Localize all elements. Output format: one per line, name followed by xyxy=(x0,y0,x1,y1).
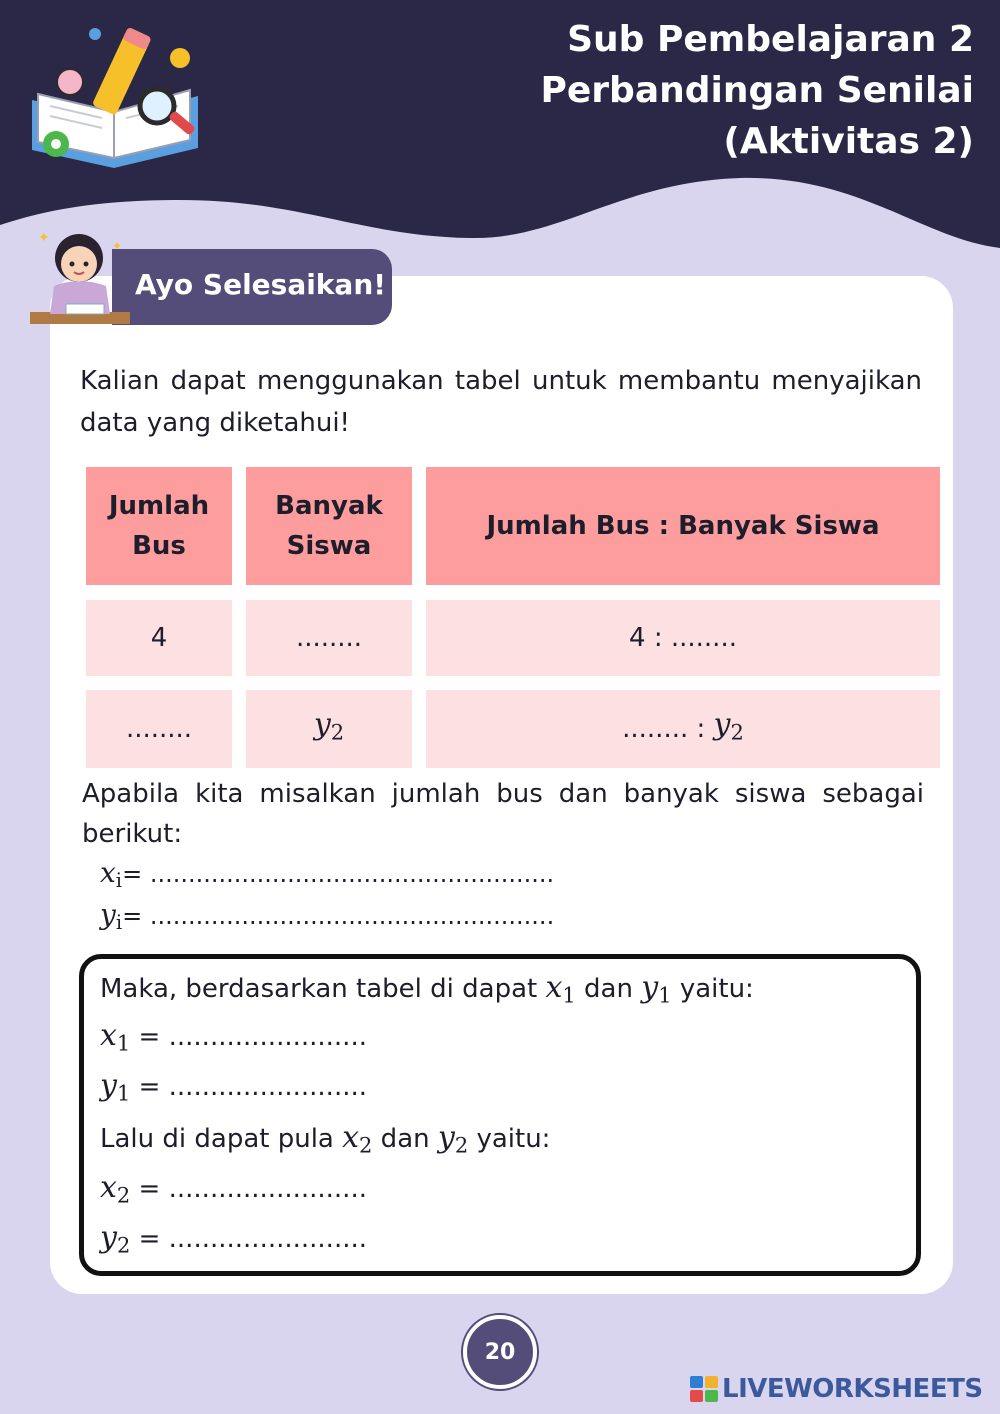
table-header-jumlah-bus: Jumlah Bus xyxy=(86,467,232,585)
liveworksheets-brand xyxy=(690,1374,983,1404)
x1-label: $x_1$ xyxy=(100,1018,131,1056)
row2-ratio-blank[interactable]: ........ : xyxy=(622,714,714,744)
liveworksheets-logo-icon xyxy=(690,1376,718,1402)
y1-symbol: $y_1$ xyxy=(641,970,672,1008)
y2-answer-blank[interactable]: ........................ xyxy=(168,1224,368,1254)
table-header-banyak-siswa: Banyak Siswa xyxy=(246,467,412,585)
row1-ratio-left: 4 : xyxy=(629,623,671,653)
yi-answer-blank[interactable]: ..................................................... xyxy=(149,902,555,930)
title-line-2: Perbandingan Senilai xyxy=(540,70,974,111)
xi-variable: $x_i$ xyxy=(100,856,123,892)
box-line-2: Lalu di dapat pula $x_2$ dan $y_2$ yaitu: xyxy=(100,1120,551,1158)
studying-girl-illustration xyxy=(24,220,134,332)
svg-text:✦: ✦ xyxy=(112,239,123,253)
x2-label: $x_2$ xyxy=(100,1170,131,1208)
x2-line: $x_2$ = ........................ xyxy=(100,1170,367,1208)
yi-variable: $y_i$ xyxy=(100,898,123,934)
row1-siswa-blank[interactable]: ........ xyxy=(246,600,412,676)
box-line-1: Maka, berdasarkan tabel di dapat $x_1$ dan $y_1$ yaitu: xyxy=(100,970,754,1008)
y2-line: $y_2$ = ........................ xyxy=(100,1220,368,1258)
xi-line: $x_i=$ ..................................................... xyxy=(100,856,555,892)
row2-bus-blank[interactable]: ........ xyxy=(86,690,232,768)
table-header-ratio: Jumlah Bus : Banyak Siswa xyxy=(426,467,940,585)
row2-siswa-var: $y_2$ xyxy=(313,707,345,745)
x1-symbol: $x_1$ xyxy=(545,970,576,1008)
svg-text:✦: ✦ xyxy=(38,230,50,246)
y2-label: $y_2$ xyxy=(100,1220,131,1258)
row1-bus-cell: 4 xyxy=(86,600,232,676)
row2-ratio-cell xyxy=(426,690,940,768)
misalkan-text: Apabila kita misalkan jumlah bus dan banyak siswa sebagai berikut: xyxy=(82,779,924,849)
x2-symbol: $x_2$ xyxy=(342,1120,373,1158)
row1-ratio-blank[interactable]: ........ xyxy=(670,623,737,653)
x1-line: $x_1$ = ........................ xyxy=(100,1018,367,1056)
x1-answer-blank[interactable]: ........................ xyxy=(168,1022,367,1052)
y1-answer-blank[interactable]: ........................ xyxy=(168,1072,368,1102)
page-number: 20 xyxy=(463,1315,537,1389)
page-title xyxy=(541,14,975,167)
book-pencil-illustration xyxy=(22,22,212,172)
yi-line: $y_i=$ ..................................................... xyxy=(100,898,555,934)
row2-siswa-cell xyxy=(246,690,412,768)
title-line-3: (Aktivitas 2) xyxy=(723,121,974,162)
y1-label: $y_1$ xyxy=(100,1068,131,1106)
y2-symbol: $y_2$ xyxy=(437,1120,469,1158)
y1-line: $y_1$ = ........................ xyxy=(100,1068,368,1106)
row1-ratio-cell xyxy=(426,600,940,676)
x2-answer-blank[interactable]: ........................ xyxy=(168,1174,367,1204)
row2-ratio-var: $y_2$ xyxy=(713,707,744,745)
intro-text: Kalian dapat menggunakan tabel untuk membantu menyajikan data yang diketahui! xyxy=(80,366,922,438)
xi-answer-blank[interactable]: ..................................................... xyxy=(149,860,555,888)
title-line-1: Sub Pembelajaran 2 xyxy=(567,19,974,60)
section-label: Ayo Selesaikan! xyxy=(135,268,387,301)
brand-text: LIVEWORKSHEETS xyxy=(722,1374,983,1404)
